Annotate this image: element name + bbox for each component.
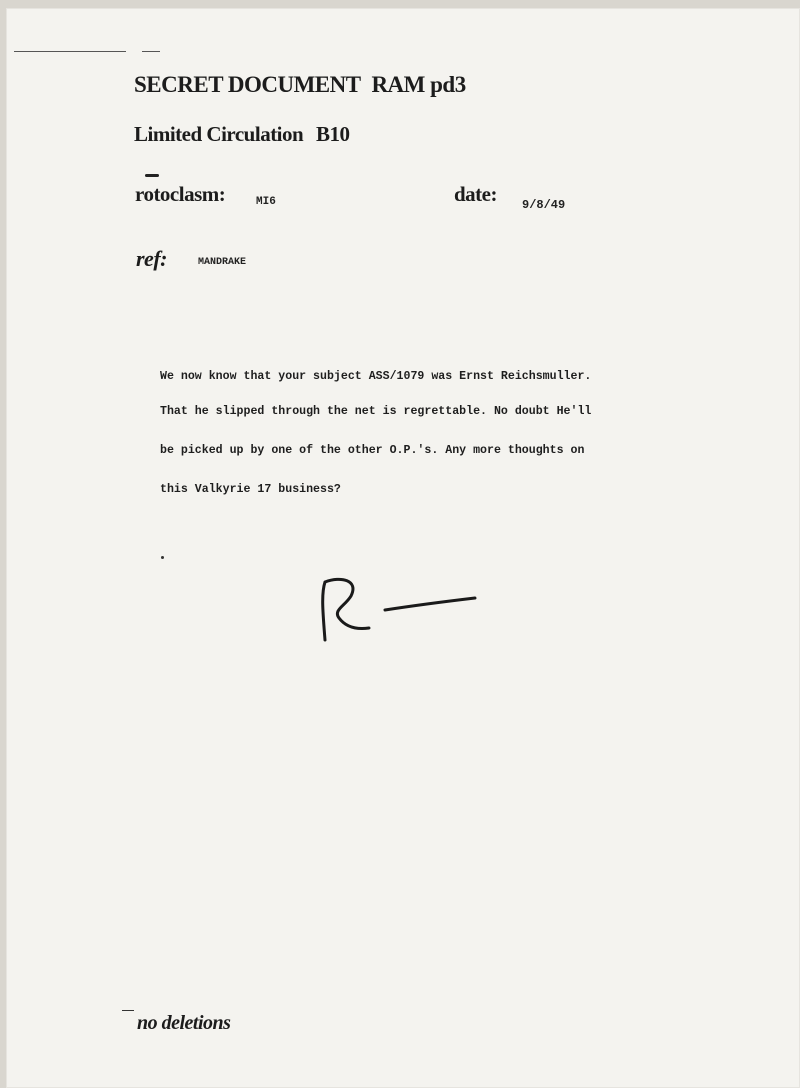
footer-mark <box>122 1010 134 1011</box>
title-text: SECRET DOCUMENT <box>134 72 361 97</box>
body-line-1: We now know that your subject ASS/1079 was Ernst Reichsmuller. <box>160 370 592 383</box>
date-value: 9/8/49 <box>522 198 566 212</box>
circulation-line <box>134 122 349 147</box>
ink-mark <box>145 174 159 177</box>
ink-dot <box>161 556 164 559</box>
body-line-2: That he slipped through the net is regrettable. No doubt He'll <box>160 405 592 418</box>
circulation-code: B10 <box>315 122 350 146</box>
rotoclasm-label: rotoclasm: <box>135 182 226 206</box>
circulation-label: Limited Circulation <box>134 122 304 146</box>
date-label: date: <box>454 182 497 206</box>
body-line-4: this Valkyrie 17 business? <box>160 483 341 496</box>
ref-value: MANDRAKE <box>198 257 247 268</box>
ref-label: ref: <box>136 246 167 271</box>
signature-mark <box>311 574 491 654</box>
footer-note: no deletions <box>137 1012 231 1034</box>
top-rule-fragment <box>142 51 160 52</box>
body-line-3: be picked up by one of the other O.P.'s. Any more thoughts on <box>160 444 585 457</box>
document-code: RAM pd3 <box>371 72 466 97</box>
document-title <box>134 72 466 98</box>
rotoclasm-value: MI6 <box>256 196 276 208</box>
document-page <box>6 8 800 1088</box>
top-rule <box>14 51 126 52</box>
